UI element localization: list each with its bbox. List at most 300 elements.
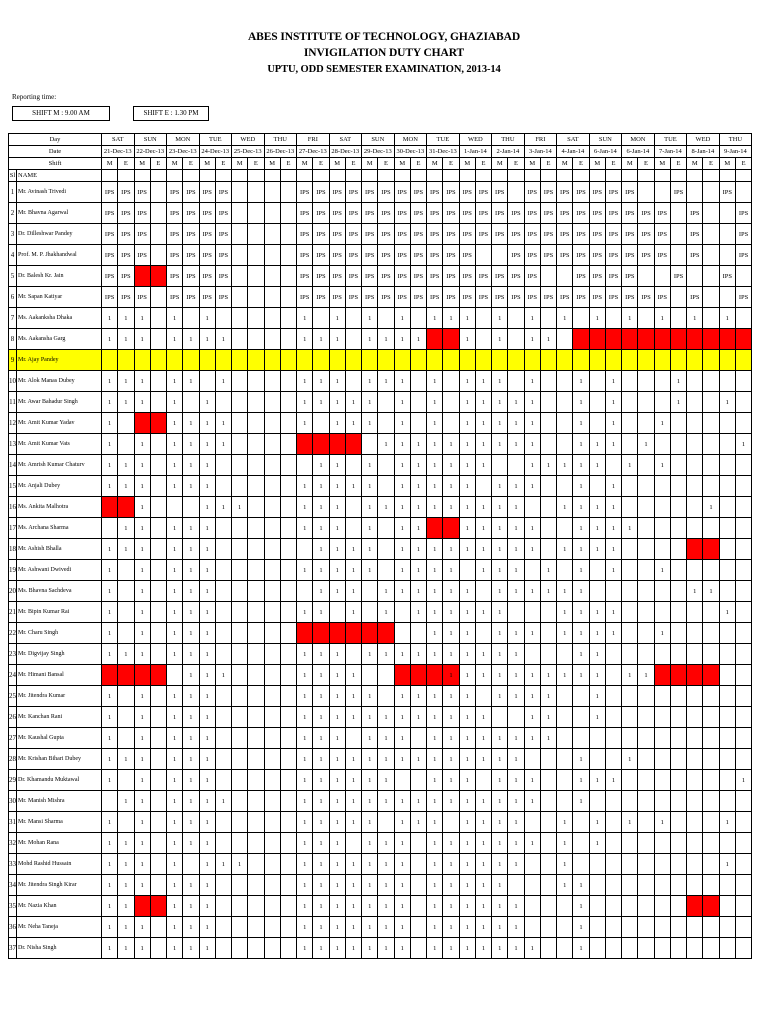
duty-cell: 1 <box>297 749 313 770</box>
duty-cell: 1 <box>199 308 215 329</box>
duty-cell <box>264 266 280 287</box>
duty-cell: 1 <box>102 392 118 413</box>
serial-number: 2 <box>9 203 17 224</box>
duty-cell <box>703 938 719 959</box>
duty-cell: IPS <box>183 224 199 245</box>
duty-cell <box>475 350 491 371</box>
staff-row <box>9 308 752 329</box>
duty-cell: 1 <box>427 686 443 707</box>
unavailable-cell <box>297 623 313 644</box>
duty-cell <box>670 245 686 266</box>
duty-cell: IPS <box>443 182 459 203</box>
duty-cell <box>280 581 296 602</box>
staff-row <box>9 329 752 350</box>
duty-cell: 1 <box>362 644 378 665</box>
duty-cell: IPS <box>459 266 475 287</box>
staff-row <box>9 644 752 665</box>
duty-cell: 1 <box>459 539 475 560</box>
blank-cell <box>264 170 280 182</box>
duty-cell <box>264 203 280 224</box>
duty-cell: IPS <box>394 245 410 266</box>
duty-cell <box>557 728 573 749</box>
staff-name: Mr. Kanchan Rani <box>17 707 102 728</box>
duty-cell: 1 <box>459 896 475 917</box>
duty-cell <box>735 455 751 476</box>
duty-cell <box>557 350 573 371</box>
duty-cell <box>654 644 670 665</box>
duty-cell: IPS <box>345 245 361 266</box>
duty-cell <box>687 413 703 434</box>
duty-cell: IPS <box>378 203 394 224</box>
duty-cell: 1 <box>394 896 410 917</box>
duty-cell <box>150 728 166 749</box>
duty-cell <box>378 413 394 434</box>
duty-cell <box>540 833 556 854</box>
blank-cell <box>183 170 199 182</box>
staff-row <box>9 560 752 581</box>
duty-cell: 1 <box>573 896 589 917</box>
duty-cell: 1 <box>345 476 361 497</box>
date-cell: 21-Dec-13 <box>102 146 135 158</box>
duty-cell: 1 <box>329 371 345 392</box>
duty-cell: 1 <box>524 686 540 707</box>
duty-cell: 1 <box>345 560 361 581</box>
duty-cell <box>264 854 280 875</box>
duty-cell <box>557 371 573 392</box>
duty-cell: IPS <box>329 266 345 287</box>
duty-cell <box>703 707 719 728</box>
duty-cell: 1 <box>589 665 605 686</box>
duty-cell <box>410 938 426 959</box>
duty-cell <box>703 308 719 329</box>
duty-cell <box>524 350 540 371</box>
duty-cell: 1 <box>394 854 410 875</box>
duty-cell: 1 <box>687 308 703 329</box>
duty-cell: 1 <box>443 581 459 602</box>
duty-cell: 1 <box>475 371 491 392</box>
duty-cell <box>183 350 199 371</box>
reporting-time-label: Reporting time: <box>12 93 57 101</box>
day-cell: SUN <box>134 134 167 146</box>
staff-name: Dr. Nisha Singh <box>17 938 102 959</box>
duty-cell: 1 <box>329 833 345 854</box>
duty-cell: 1 <box>508 434 524 455</box>
duty-cell: 1 <box>199 539 215 560</box>
duty-cell: 1 <box>443 455 459 476</box>
date-cell: 7-Jan-14 <box>654 146 687 158</box>
serial-number: 28 <box>9 749 17 770</box>
duty-cell: 1 <box>622 749 638 770</box>
duty-cell: 1 <box>118 791 134 812</box>
duty-cell <box>670 833 686 854</box>
duty-cell: 1 <box>719 602 735 623</box>
duty-cell: IPS <box>589 266 605 287</box>
staff-row <box>9 245 752 266</box>
duty-cell: 1 <box>573 602 589 623</box>
duty-cell <box>573 686 589 707</box>
duty-cell <box>638 476 654 497</box>
duty-cell <box>687 266 703 287</box>
duty-cell: 1 <box>313 917 329 938</box>
duty-cell: 1 <box>605 497 621 518</box>
staff-name: Mr. Neha Taneja <box>17 917 102 938</box>
duty-cell <box>232 182 248 203</box>
duty-cell <box>297 581 313 602</box>
duty-cell <box>248 770 264 791</box>
duty-cell: 1 <box>297 875 313 896</box>
duty-cell: 1 <box>589 518 605 539</box>
duty-cell <box>622 434 638 455</box>
duty-cell <box>280 266 296 287</box>
duty-cell: 1 <box>508 791 524 812</box>
unavailable-cell <box>443 329 459 350</box>
duty-cell: 1 <box>167 602 183 623</box>
duty-cell: 1 <box>362 329 378 350</box>
duty-cell <box>670 728 686 749</box>
duty-cell: IPS <box>573 203 589 224</box>
shift-m-cell: M <box>199 158 215 170</box>
duty-cell: 1 <box>102 476 118 497</box>
duty-cell: IPS <box>215 203 231 224</box>
duty-cell <box>540 266 556 287</box>
duty-cell <box>248 938 264 959</box>
duty-cell <box>703 749 719 770</box>
duty-cell: 1 <box>540 560 556 581</box>
duty-cell: 1 <box>378 749 394 770</box>
shift-m-cell: M <box>362 158 378 170</box>
duty-cell: 1 <box>573 497 589 518</box>
duty-cell <box>670 812 686 833</box>
duty-cell: 1 <box>362 413 378 434</box>
duty-cell: 1 <box>605 602 621 623</box>
duty-cell <box>719 581 735 602</box>
duty-cell: 1 <box>459 518 475 539</box>
duty-cell: 1 <box>427 497 443 518</box>
duty-cell: 1 <box>199 812 215 833</box>
duty-cell <box>573 308 589 329</box>
duty-cell: 1 <box>443 833 459 854</box>
duty-cell <box>280 917 296 938</box>
duty-cell <box>654 728 670 749</box>
staff-name: Mr. Ashwani Dwivedi <box>17 560 102 581</box>
duty-cell <box>215 812 231 833</box>
duty-cell: 1 <box>589 833 605 854</box>
duty-cell: IPS <box>687 203 703 224</box>
name-header-row <box>9 170 752 182</box>
duty-cell <box>719 833 735 854</box>
duty-cell: 1 <box>427 875 443 896</box>
duty-cell: 1 <box>183 476 199 497</box>
shift-e-box: SHIFT E : 1.30 PM <box>133 106 209 121</box>
duty-cell: IPS <box>540 245 556 266</box>
duty-cell: 1 <box>183 917 199 938</box>
duty-cell: IPS <box>329 182 345 203</box>
duty-cell <box>508 602 524 623</box>
duty-cell <box>215 875 231 896</box>
duty-cell <box>443 350 459 371</box>
duty-cell: 1 <box>492 896 508 917</box>
duty-cell <box>215 539 231 560</box>
duty-cell: 1 <box>183 791 199 812</box>
duty-cell: IPS <box>622 266 638 287</box>
duty-cell: 1 <box>297 686 313 707</box>
unavailable-cell <box>118 665 134 686</box>
duty-cell <box>215 602 231 623</box>
serial-number: 33 <box>9 854 17 875</box>
duty-cell <box>573 728 589 749</box>
duty-cell: 1 <box>410 434 426 455</box>
unavailable-cell <box>394 665 410 686</box>
duty-cell: 1 <box>459 770 475 791</box>
duty-cell <box>638 518 654 539</box>
duty-cell: 1 <box>167 413 183 434</box>
duty-cell: IPS <box>102 203 118 224</box>
duty-cell: IPS <box>524 182 540 203</box>
duty-cell: 1 <box>459 791 475 812</box>
duty-cell: IPS <box>638 287 654 308</box>
duty-cell <box>264 938 280 959</box>
duty-cell <box>248 434 264 455</box>
duty-cell: 1 <box>118 455 134 476</box>
duty-cell: IPS <box>297 266 313 287</box>
duty-cell <box>703 791 719 812</box>
duty-cell <box>703 833 719 854</box>
duty-cell <box>248 266 264 287</box>
duty-cell <box>605 728 621 749</box>
duty-cell: IPS <box>573 245 589 266</box>
duty-cell: IPS <box>443 203 459 224</box>
duty-cell: 1 <box>427 560 443 581</box>
duty-cell: 1 <box>638 434 654 455</box>
duty-cell <box>215 686 231 707</box>
duty-cell <box>345 308 361 329</box>
duty-cell <box>670 623 686 644</box>
duty-cell: 1 <box>508 896 524 917</box>
duty-cell: IPS <box>362 182 378 203</box>
duty-cell: IPS <box>118 224 134 245</box>
duty-cell <box>557 707 573 728</box>
duty-cell <box>654 854 670 875</box>
duty-cell: IPS <box>654 287 670 308</box>
duty-cell <box>589 371 605 392</box>
duty-cell: 1 <box>443 749 459 770</box>
duty-cell: 1 <box>167 455 183 476</box>
duty-cell: 1 <box>167 854 183 875</box>
duty-cell: 1 <box>524 392 540 413</box>
duty-cell <box>557 413 573 434</box>
duty-cell: 1 <box>443 770 459 791</box>
duty-cell <box>215 581 231 602</box>
duty-cell: 1 <box>329 308 345 329</box>
duty-cell: 1 <box>199 560 215 581</box>
duty-cell <box>215 308 231 329</box>
duty-cell: 1 <box>475 560 491 581</box>
duty-cell <box>670 413 686 434</box>
unavailable-cell <box>134 665 150 686</box>
duty-cell <box>313 413 329 434</box>
unavailable-cell <box>427 329 443 350</box>
duty-cell: 1 <box>687 581 703 602</box>
duty-cell: 1 <box>297 476 313 497</box>
duty-cell: 1 <box>475 539 491 560</box>
duty-cell: 1 <box>475 854 491 875</box>
duty-cell <box>280 854 296 875</box>
duty-cell: 1 <box>605 770 621 791</box>
shift-m-cell: M <box>167 158 183 170</box>
blank-cell <box>215 170 231 182</box>
duty-cell: IPS <box>573 182 589 203</box>
staff-row <box>9 917 752 938</box>
duty-cell: 1 <box>199 749 215 770</box>
duty-cell <box>280 224 296 245</box>
duty-cell: 1 <box>475 518 491 539</box>
duty-cell: 1 <box>524 770 540 791</box>
duty-cell: 1 <box>329 518 345 539</box>
duty-cell: IPS <box>508 203 524 224</box>
duty-cell: 1 <box>313 665 329 686</box>
staff-name: Mr. Bhavna Agarwal <box>17 203 102 224</box>
duty-cell: IPS <box>459 245 475 266</box>
duty-cell: 1 <box>313 875 329 896</box>
duty-cell: 1 <box>167 392 183 413</box>
duty-cell: 1 <box>199 392 215 413</box>
duty-cell: 1 <box>459 308 475 329</box>
unavailable-cell <box>670 665 686 686</box>
duty-cell: IPS <box>410 224 426 245</box>
unavailable-cell <box>443 518 459 539</box>
duty-cell: 1 <box>362 791 378 812</box>
duty-cell: 1 <box>183 434 199 455</box>
unavailable-cell <box>427 518 443 539</box>
duty-cell: 1 <box>410 539 426 560</box>
shift-m-cell: M <box>427 158 443 170</box>
serial-number: 13 <box>9 434 17 455</box>
duty-cell: IPS <box>492 203 508 224</box>
duty-cell: 1 <box>443 728 459 749</box>
duty-cell <box>622 728 638 749</box>
duty-cell: 1 <box>297 707 313 728</box>
duty-cell: 1 <box>427 539 443 560</box>
duty-cell: 1 <box>183 371 199 392</box>
duty-cell: 1 <box>459 581 475 602</box>
duty-cell <box>248 560 264 581</box>
duty-cell: IPS <box>215 266 231 287</box>
duty-cell <box>280 476 296 497</box>
serial-number: 11 <box>9 392 17 413</box>
shift-e-cell: E <box>605 158 621 170</box>
chart-title: INVIGILATION DUTY CHART <box>303 47 465 59</box>
serial-number: 37 <box>9 938 17 959</box>
duty-cell <box>118 770 134 791</box>
duty-cell <box>378 308 394 329</box>
duty-cell <box>703 434 719 455</box>
blank-cell <box>167 170 183 182</box>
unavailable-cell <box>102 665 118 686</box>
duty-cell <box>719 476 735 497</box>
duty-cell: 1 <box>573 917 589 938</box>
duty-cell <box>719 497 735 518</box>
duty-cell <box>232 224 248 245</box>
duty-cell: IPS <box>199 182 215 203</box>
duty-cell <box>150 812 166 833</box>
duty-cell: IPS <box>475 224 491 245</box>
duty-cell: 1 <box>345 602 361 623</box>
duty-cell <box>248 812 264 833</box>
day-cell: TUE <box>199 134 232 146</box>
duty-cell <box>735 644 751 665</box>
duty-cell: IPS <box>118 287 134 308</box>
duty-cell: 1 <box>524 455 540 476</box>
blank-cell <box>735 170 751 182</box>
duty-cell <box>248 329 264 350</box>
duty-cell: IPS <box>362 245 378 266</box>
duty-cell: 1 <box>329 392 345 413</box>
duty-cell <box>264 833 280 854</box>
duty-cell <box>703 644 719 665</box>
duty-cell <box>410 392 426 413</box>
duty-cell <box>508 308 524 329</box>
duty-cell <box>654 686 670 707</box>
blank-cell <box>508 170 524 182</box>
duty-cell <box>638 875 654 896</box>
duty-cell: 1 <box>492 938 508 959</box>
duty-cell: 1 <box>508 938 524 959</box>
duty-cell <box>540 812 556 833</box>
duty-cell <box>589 728 605 749</box>
duty-cell: 1 <box>508 917 524 938</box>
duty-cell: 1 <box>492 812 508 833</box>
duty-cell: 1 <box>118 917 134 938</box>
duty-cell: 1 <box>654 623 670 644</box>
duty-cell <box>215 560 231 581</box>
duty-cell: IPS <box>427 203 443 224</box>
duty-cell <box>557 560 573 581</box>
duty-cell <box>378 560 394 581</box>
duty-cell: 1 <box>524 728 540 749</box>
duty-cell: IPS <box>118 203 134 224</box>
duty-cell <box>215 518 231 539</box>
serial-number: 25 <box>9 686 17 707</box>
duty-cell: 1 <box>329 707 345 728</box>
staff-row <box>9 686 752 707</box>
duty-cell <box>345 497 361 518</box>
date-header-row <box>9 146 752 158</box>
duty-cell: IPS <box>134 224 150 245</box>
duty-cell: 1 <box>199 770 215 791</box>
duty-cell: 1 <box>362 497 378 518</box>
staff-row <box>9 224 752 245</box>
duty-cell: IPS <box>638 203 654 224</box>
blank-cell <box>248 170 264 182</box>
duty-cell: 1 <box>345 749 361 770</box>
duty-cell: 1 <box>735 770 751 791</box>
duty-cell <box>475 581 491 602</box>
duty-cell <box>150 791 166 812</box>
serial-number: 8 <box>9 329 17 350</box>
duty-cell: 1 <box>589 812 605 833</box>
duty-cell: IPS <box>475 266 491 287</box>
duty-cell <box>638 896 654 917</box>
duty-cell <box>605 896 621 917</box>
duty-cell: 1 <box>345 896 361 917</box>
duty-cell <box>557 917 573 938</box>
duty-cell: 1 <box>167 329 183 350</box>
duty-cell <box>102 791 118 812</box>
duty-cell: 1 <box>410 329 426 350</box>
duty-cell: 1 <box>557 308 573 329</box>
duty-cell: 1 <box>362 560 378 581</box>
duty-cell <box>687 560 703 581</box>
